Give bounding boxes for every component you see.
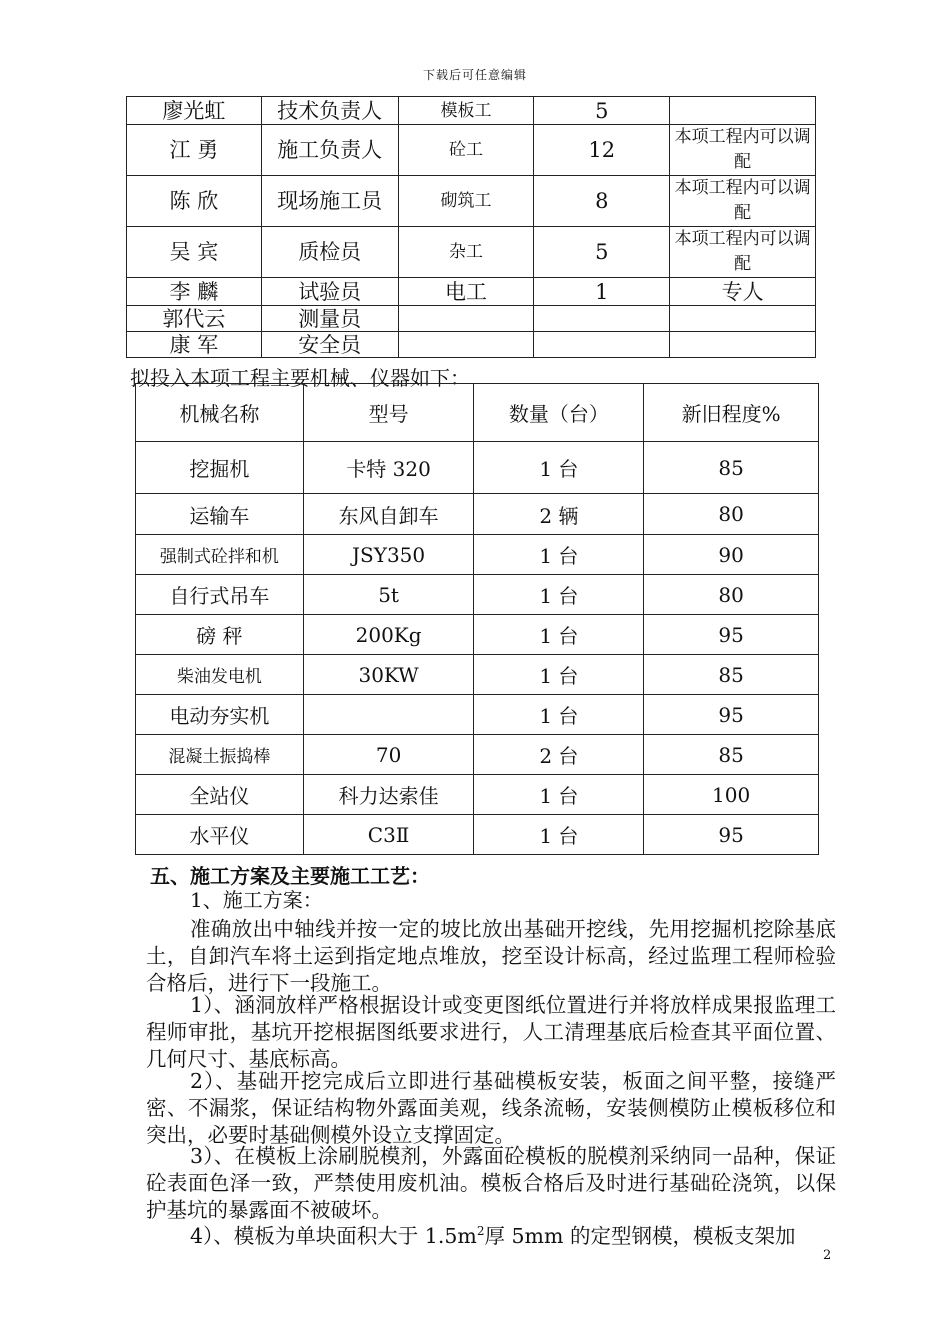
machine-name: 磅 秤 bbox=[136, 615, 304, 655]
machine-model: 东风自卸车 bbox=[303, 494, 474, 535]
machine-name: 运输车 bbox=[136, 494, 304, 535]
table-row bbox=[136, 695, 819, 735]
staff-note bbox=[670, 332, 816, 358]
superscript: 2 bbox=[476, 1224, 485, 1238]
table-row bbox=[136, 535, 819, 575]
staff-trade: 杂工 bbox=[398, 227, 534, 278]
table-row bbox=[136, 775, 819, 815]
column-header: 型号 bbox=[303, 384, 474, 442]
machine-model: 5t bbox=[303, 575, 474, 615]
machines-table bbox=[135, 383, 819, 855]
staff-count: 5 bbox=[534, 97, 670, 125]
staff-trade: 砌筑工 bbox=[398, 176, 534, 227]
machine-qty: 1 台 bbox=[474, 695, 644, 735]
table-row bbox=[136, 615, 819, 655]
machine-name: 电动夯实机 bbox=[136, 695, 304, 735]
machine-condition: 95 bbox=[644, 815, 819, 855]
sub-title: 1、施工方案： bbox=[190, 888, 323, 912]
machine-qty: 1 台 bbox=[474, 775, 644, 815]
staff-name: 吴 宾 bbox=[127, 227, 262, 278]
machine-name: 混凝土振捣棒 bbox=[136, 735, 304, 775]
staff-role: 施工负责人 bbox=[261, 125, 398, 176]
paragraph: 3）、在模板上涂刷脱模剂，外露面砼模板的脱模剂采纳同一品种，保证砼表面色泽一致，严禁使用废机油。模板合格后及时进行基础砼浇筑，以保护基坑的暴露面不被破坏。 bbox=[146, 1144, 836, 1222]
staff-trade: 电工 bbox=[398, 278, 534, 306]
machine-name: 强制式砼拌和机 bbox=[136, 535, 304, 575]
table-row bbox=[127, 176, 816, 227]
paragraph: 1）、涵洞放样严格根据设计或变更图纸位置进行并将放样成果报监理工程师审批，基坑开挖根据图纸要求进行，人工清理基底后检查其平面位置、几何尺寸、基底标高。 bbox=[146, 993, 836, 1071]
column-header: 数量（台） bbox=[474, 384, 644, 442]
machine-qty: 1 台 bbox=[474, 535, 644, 575]
machine-qty: 1 台 bbox=[474, 815, 644, 855]
staff-trade bbox=[398, 332, 534, 358]
machine-model bbox=[303, 695, 474, 735]
staff-count: 1 bbox=[534, 278, 670, 306]
header-note: 下载后可任意编辑 bbox=[422, 68, 527, 82]
machine-qty: 1 台 bbox=[474, 575, 644, 615]
staff-name: 陈 欣 bbox=[127, 176, 262, 227]
staff-note: 本项工程内可以调配 bbox=[670, 227, 816, 278]
machine-condition: 100 bbox=[644, 775, 819, 815]
paragraph-text: 4）、模板为单块面积大于 1.5m bbox=[190, 1223, 477, 1248]
machine-model: 70 bbox=[303, 735, 474, 775]
staff-count: 5 bbox=[534, 227, 670, 278]
staff-note: 本项工程内可以调配 bbox=[670, 125, 816, 176]
staff-trade: 砼工 bbox=[398, 125, 534, 176]
machine-model: C3Ⅱ bbox=[303, 815, 474, 855]
staff-name: 李 麟 bbox=[127, 278, 262, 306]
table-row bbox=[136, 735, 819, 775]
staff-count bbox=[534, 306, 670, 332]
table-row bbox=[136, 494, 819, 535]
machines-intro: 拟投入本项工程主要机械、仪器如下： bbox=[130, 366, 470, 390]
staff-role: 质检员 bbox=[261, 227, 398, 278]
machine-qty: 1 台 bbox=[474, 442, 644, 494]
paragraph: 2）、基础开挖完成后立即进行基础模板安装，板面之间平整，接缝严密、不漏浆，保证结构物外露面美观，线条流畅，安装侧模防止模板移位和突出，必要时基础侧模外设立支撑固定。 bbox=[146, 1069, 836, 1147]
table-row bbox=[136, 575, 819, 615]
staff-table bbox=[126, 96, 816, 358]
staff-trade: 模板工 bbox=[398, 97, 534, 125]
machine-name: 柴油发电机 bbox=[136, 655, 304, 695]
paragraph-partial bbox=[146, 1218, 836, 1250]
staff-trade bbox=[398, 306, 534, 332]
machine-qty: 2 辆 bbox=[474, 494, 644, 535]
machine-name: 全站仪 bbox=[136, 775, 304, 815]
staff-name: 廖光虹 bbox=[127, 97, 262, 125]
machine-condition: 80 bbox=[644, 575, 819, 615]
page-number: 2 bbox=[823, 1248, 832, 1263]
machine-condition: 85 bbox=[644, 655, 819, 695]
column-header: 新旧程度% bbox=[644, 384, 819, 442]
machine-condition: 90 bbox=[644, 535, 819, 575]
table-row bbox=[127, 278, 816, 306]
machine-name: 自行式吊车 bbox=[136, 575, 304, 615]
table-row bbox=[136, 815, 819, 855]
staff-role: 现场施工员 bbox=[261, 176, 398, 227]
table-row bbox=[127, 97, 816, 125]
paragraph: 准确放出中轴线并按一定的坡比放出基础开挖线，先用挖掘机挖除基底土，自卸汽车将土运到指定地点堆放，挖至设计标高，经过监理工程师检验合格后，进行下一段施工。 bbox=[146, 917, 836, 995]
staff-name: 康 军 bbox=[127, 332, 262, 358]
staff-count bbox=[534, 332, 670, 358]
machine-model: 200Kg bbox=[303, 615, 474, 655]
machine-qty: 1 台 bbox=[474, 615, 644, 655]
machine-qty: 1 台 bbox=[474, 655, 644, 695]
machine-condition: 85 bbox=[644, 735, 819, 775]
staff-count: 8 bbox=[534, 176, 670, 227]
table-header-row bbox=[136, 384, 819, 442]
machine-model: JSY350 bbox=[303, 535, 474, 575]
machine-model: 30KW bbox=[303, 655, 474, 695]
staff-role: 试验员 bbox=[261, 278, 398, 306]
machine-model: 科力达索佳 bbox=[303, 775, 474, 815]
machine-condition: 85 bbox=[644, 442, 819, 494]
paragraph-text: 厚 5mm 的定型钢模，模板支架加 bbox=[484, 1223, 796, 1248]
machine-name: 水平仪 bbox=[136, 815, 304, 855]
table-row bbox=[127, 306, 816, 332]
machine-name: 挖掘机 bbox=[136, 442, 304, 494]
column-header: 机械名称 bbox=[136, 384, 304, 442]
table-row bbox=[127, 332, 816, 358]
table-row bbox=[127, 125, 816, 176]
staff-count: 12 bbox=[534, 125, 670, 176]
table-row bbox=[136, 442, 819, 494]
staff-note: 专人 bbox=[670, 278, 816, 306]
machine-condition: 95 bbox=[644, 695, 819, 735]
machine-qty: 2 台 bbox=[474, 735, 644, 775]
machine-condition: 80 bbox=[644, 494, 819, 535]
staff-role: 测量员 bbox=[261, 306, 398, 332]
table-row bbox=[127, 227, 816, 278]
table-row bbox=[136, 655, 819, 695]
staff-note bbox=[670, 306, 816, 332]
staff-note: 本项工程内可以调配 bbox=[670, 176, 816, 227]
staff-role: 技术负责人 bbox=[261, 97, 398, 125]
section-title: 五、施工方案及主要施工工艺： bbox=[150, 864, 430, 888]
machine-condition: 95 bbox=[644, 615, 819, 655]
staff-note bbox=[670, 97, 816, 125]
staff-role: 安全员 bbox=[261, 332, 398, 358]
staff-name: 江 勇 bbox=[127, 125, 262, 176]
staff-name: 郭代云 bbox=[127, 306, 262, 332]
machine-model: 卡特 320 bbox=[303, 442, 474, 494]
